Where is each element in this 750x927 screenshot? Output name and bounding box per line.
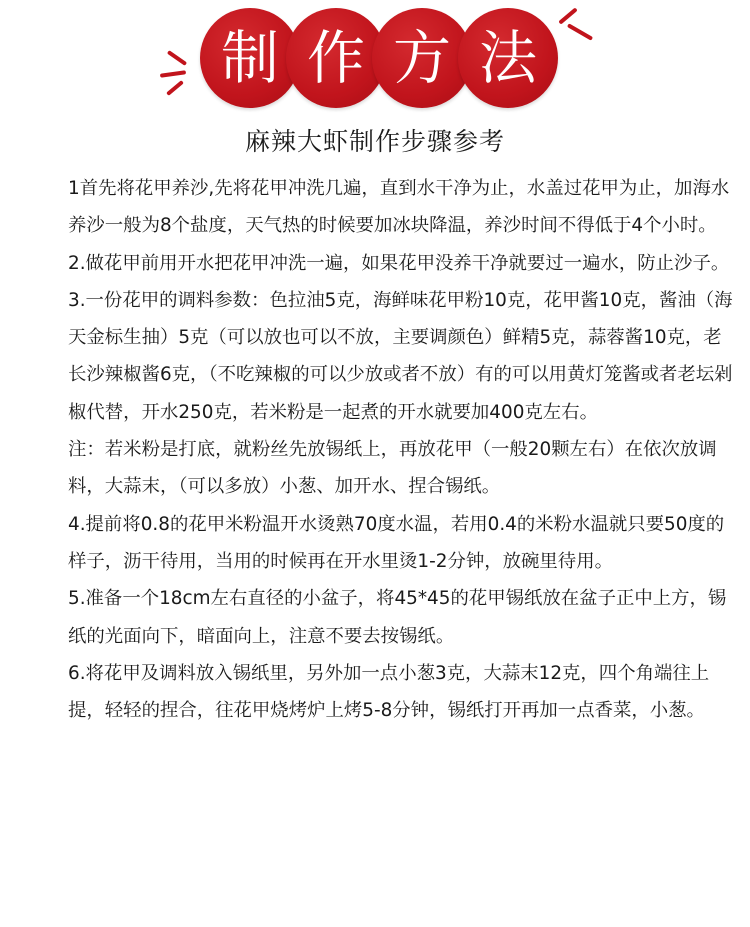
recipe-steps [68, 170, 740, 729]
step-paragraph: 4.提前将0.8的花甲米粉温开水烫熟70度水温，若用0.4的米粉水温就只要50度的样子，沥干待用，当用的时候再在开水里烫1-2分钟，放碗里待用。 [68, 513, 725, 572]
page-subtitle: 麻辣大虾制作步骤参考 [244, 127, 505, 156]
note-paragraph: 注：若米粉是打底，就粉丝先放锡纸上，再放花甲（一般20颗左右）在依次放调料，大蒜末，（可以多放）小葱、加开水、捏合锡纸。 [68, 439, 717, 498]
title-char-circle: 法 [458, 8, 558, 108]
decorative-stroke [166, 80, 184, 96]
decorative-stroke [160, 70, 186, 78]
decorative-stroke [167, 50, 187, 66]
decorative-stroke [558, 7, 577, 24]
step-paragraph: 2.做花甲前用开水把花甲冲洗一遍，如果花甲没养干净就要过一遍水，防止沙子。 [68, 252, 730, 274]
step-paragraph: 1首先将花甲养沙,先将花甲冲洗几遍，直到水干净为止，水盖过花甲为止，加海水养沙一般为8个盐度，天气热的时候要加冰块降温，养沙时间不得低于4个小时。 [68, 178, 730, 237]
title-char-circle: 制 [200, 8, 300, 108]
step-paragraph: 3.一份花甲的调料参数：色拉油5克，海鲜味花甲粉10克，花甲酱10克，酱油（海天金标生抽）5克（可以放也可以不放，主要调颜色）鲜精5克，蒜蓉酱10克，老长沙辣椒酱6克，（不吃辣椒的可以少放或者不放）有的可以用黄灯笼酱或者老坛剁椒代替，开水250克，若米粉是一起煮的开水就要加400克左右。 [68, 289, 733, 423]
step-paragraph: 5.准备一个18cm左右直径的小盆子，将45*45的花甲锡纸放在盆子正中上方，锡纸的光面向下，暗面向上，注意不要去按锡纸。 [68, 588, 727, 647]
title-banner [0, 0, 750, 120]
decorative-stroke [567, 23, 593, 40]
step-paragraph: 6.将花甲及调料放入锡纸里，另外加一点小葱3克，大蒜末12克，四个角端往上提，轻轻的捏合，往花甲烧烤炉上烤5-8分钟，锡纸打开再加一点香菜，小葱。 [68, 662, 710, 722]
title-char-circle: 方 [372, 8, 472, 108]
title-char-circle: 作 [286, 8, 386, 108]
